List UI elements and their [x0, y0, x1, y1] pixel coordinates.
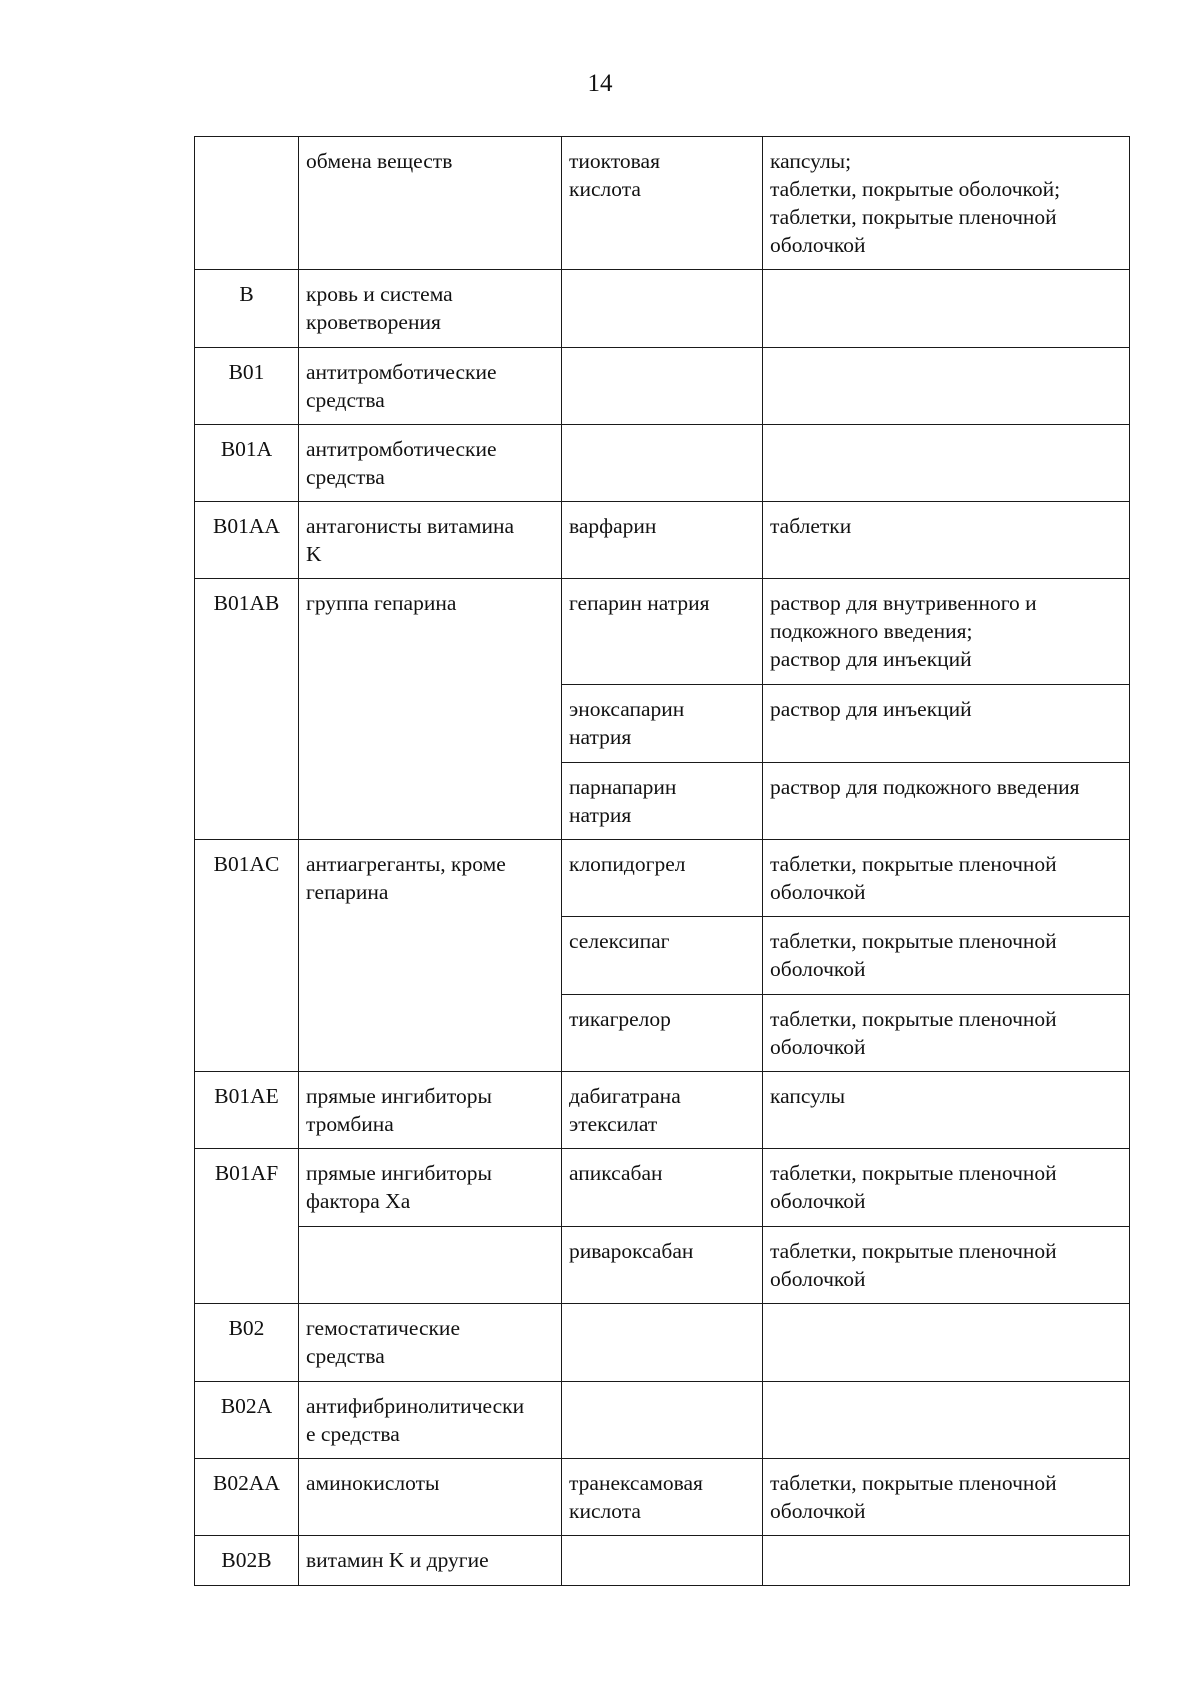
drug-cell: эноксапарин натрия [562, 685, 763, 763]
drug-cell: дабигатрана этексилат [562, 1072, 763, 1149]
table-row [195, 1536, 1130, 1586]
group-cell: антиагреганты, кроме гепарина [299, 840, 562, 1072]
form-cell: раствор для инъекций [763, 685, 1130, 763]
drug-cell [562, 1382, 763, 1459]
atc-code-cell [195, 137, 299, 270]
drug-table [194, 136, 1130, 1586]
group-cell: прямые ингибиторы тромбина [299, 1072, 562, 1149]
drug-cell [562, 1304, 763, 1382]
drug-cell: селексипаг [562, 917, 763, 995]
group-cell: кровь и система кроветворения [299, 270, 562, 348]
group-cell: антитромботические средства [299, 425, 562, 502]
group-cell: аминокислоты [299, 1459, 562, 1536]
table-row [195, 425, 1130, 502]
form-cell [763, 1536, 1130, 1586]
atc-code-cell: B01AA [195, 502, 299, 579]
page-number: 14 [587, 70, 613, 97]
drug-cell: варфарин [562, 502, 763, 579]
table-row [195, 348, 1130, 425]
form-cell [763, 1382, 1130, 1459]
table-row [195, 1382, 1130, 1459]
form-cell: таблетки [763, 502, 1130, 579]
table-row [195, 1304, 1130, 1382]
table-row [195, 1072, 1130, 1149]
drug-cell: парнапарин натрия [562, 763, 763, 840]
table-row [195, 137, 1130, 270]
group-cell: группа гепарина [299, 579, 562, 840]
atc-code-cell: B02 [195, 1304, 299, 1382]
group-cell: антитромботические средства [299, 348, 562, 425]
form-cell: таблетки, покрытые пленочной оболочкой [763, 995, 1130, 1072]
drug-cell: клопидогрел [562, 840, 763, 917]
drug-cell [562, 1536, 763, 1586]
atc-code-cell: B02AA [195, 1459, 299, 1536]
drug-cell: ривароксабан [562, 1227, 763, 1304]
form-cell: таблетки, покрытые пленочной оболочкой [763, 840, 1130, 917]
drug-cell [562, 425, 763, 502]
atc-code-cell: B01AF [195, 1149, 299, 1304]
drug-cell: тикагрелор [562, 995, 763, 1072]
atc-code-cell: B01 [195, 348, 299, 425]
group-cell: антифибринолитически е средства [299, 1382, 562, 1459]
drug-cell: гепарин натрия [562, 579, 763, 685]
form-cell: таблетки, покрытые пленочной оболочкой [763, 1459, 1130, 1536]
atc-code-cell: B02B [195, 1536, 299, 1586]
drug-cell [562, 348, 763, 425]
form-cell: таблетки, покрытые пленочной оболочкой [763, 917, 1130, 995]
form-cell: капсулы; таблетки, покрытые оболочкой; таблетки, покрытые пленочной оболочкой [763, 137, 1130, 270]
table-row [195, 579, 1130, 685]
atc-code-cell: B [195, 270, 299, 348]
group-cell: прямые ингибиторы фактора Xa [299, 1149, 562, 1227]
form-cell [763, 270, 1130, 348]
form-cell [763, 425, 1130, 502]
group-cell: антагонисты витамина K [299, 502, 562, 579]
group-cell: гемостатические средства [299, 1304, 562, 1382]
form-cell: раствор для внутривенного и подкожного введения; раствор для инъекций [763, 579, 1130, 685]
table-row [195, 840, 1130, 917]
form-cell: таблетки, покрытые пленочной оболочкой [763, 1149, 1130, 1227]
form-cell: капсулы [763, 1072, 1130, 1149]
group-cell: обмена веществ [299, 137, 562, 270]
form-cell: таблетки, покрытые пленочной оболочкой [763, 1227, 1130, 1304]
group-cell: витамин K и другие [299, 1536, 562, 1586]
form-cell [763, 1304, 1130, 1382]
drug-cell: тиоктовая кислота [562, 137, 763, 270]
group-cell [299, 1227, 562, 1304]
atc-code-cell: B01AB [195, 579, 299, 840]
atc-code-cell: B02A [195, 1382, 299, 1459]
atc-code-cell: B01AE [195, 1072, 299, 1149]
atc-code-cell: B01A [195, 425, 299, 502]
drug-cell: апиксабан [562, 1149, 763, 1227]
form-cell: раствор для подкожного введения [763, 763, 1130, 840]
table-row [195, 502, 1130, 579]
table-row [195, 1227, 1130, 1304]
form-cell [763, 348, 1130, 425]
drug-cell [562, 270, 763, 348]
table-row [195, 1149, 1130, 1227]
drug-cell: транексамовая кислота [562, 1459, 763, 1536]
table-row [195, 1459, 1130, 1536]
table-row [195, 270, 1130, 348]
atc-code-cell: B01AC [195, 840, 299, 1072]
